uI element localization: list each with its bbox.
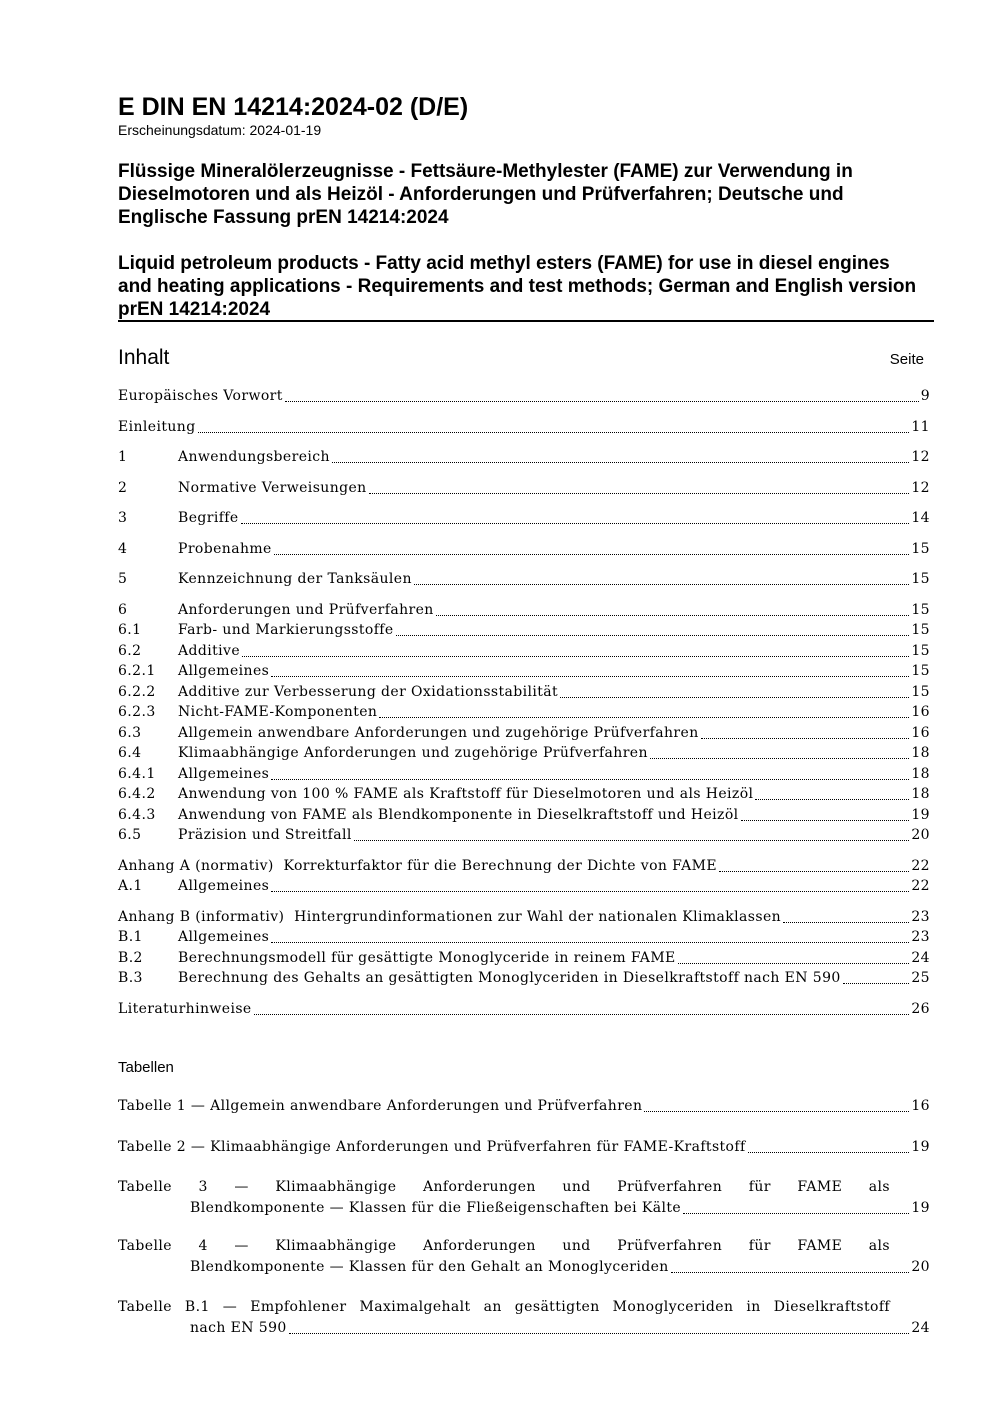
toc-entry-text: Allgemeines bbox=[178, 929, 270, 945]
leader-dots bbox=[683, 1213, 909, 1214]
toc-entry-number: 6.1 bbox=[118, 622, 142, 638]
toc-entry-6-4[interactable] bbox=[118, 743, 930, 764]
title-english: Liquid petroleum products - Fatty acid methyl esters (FAME) for use in diesel engines and heating applications - Requirements and test methods; German and English version prEN 14214:2024 bbox=[118, 253, 917, 320]
toc-entry-5[interactable] bbox=[118, 569, 930, 590]
leader-dots bbox=[241, 523, 910, 524]
toc-entry-number: 6.4.2 bbox=[118, 786, 156, 802]
toc-entry-6-5[interactable] bbox=[118, 825, 930, 846]
table-entry-page: 19 bbox=[911, 1139, 930, 1155]
toc-entry-page: 9 bbox=[920, 388, 930, 404]
table-entry-page: 24 bbox=[911, 1320, 930, 1336]
leader-dots bbox=[332, 462, 909, 463]
toc-entry-number: 6.2.1 bbox=[118, 663, 156, 679]
toc-entry-6-2-1[interactable] bbox=[118, 661, 930, 682]
toc-entry-number: 6.2.3 bbox=[118, 704, 156, 720]
toc-entry-number: 1 bbox=[118, 449, 128, 465]
toc-entry-text: Farb- und Markierungsstoffe bbox=[178, 622, 394, 638]
toc-entry-page: 14 bbox=[911, 510, 930, 526]
toc-entry-text: Berechnung des Gehalts an gesättigten Monoglyceriden in Dieselkraftstoff nach EN 590 bbox=[178, 970, 841, 986]
toc-entry-page: 16 bbox=[911, 704, 930, 720]
document-id: E DIN EN 14214:2024-02 (D/E) bbox=[118, 93, 469, 121]
leader-dots bbox=[242, 656, 909, 657]
toc-entry-literatur[interactable] bbox=[118, 999, 930, 1020]
toc-entry-number: 6.2.2 bbox=[118, 684, 156, 700]
toc-entry-text: Anwendung von FAME als Blendkomponente in Dieselkraftstoff und Heizöl bbox=[178, 807, 739, 823]
leader-dots bbox=[271, 779, 909, 780]
toc-entry-page: 25 bbox=[911, 970, 930, 986]
toc-entry-page: 12 bbox=[911, 449, 930, 465]
table-entry-4[interactable] bbox=[118, 1236, 930, 1278]
table-entry-line2-row bbox=[118, 1318, 930, 1339]
table-entry-line2: Blendkomponente — Klassen für die Fließeigenschaften bei Kälte bbox=[190, 1200, 682, 1216]
toc-entry-3[interactable] bbox=[118, 508, 930, 529]
toc-entry-page: 15 bbox=[911, 602, 930, 618]
toc-entry-4[interactable] bbox=[118, 539, 930, 560]
toc-entry-page: 20 bbox=[911, 827, 930, 843]
toc-entry-number: B.1 bbox=[118, 929, 143, 945]
leader-dots bbox=[436, 615, 910, 616]
leader-dots bbox=[650, 758, 909, 759]
toc-entry-number: 4 bbox=[118, 541, 128, 557]
toc-entry-anhang-a[interactable] bbox=[118, 856, 930, 877]
toc-entry-number: 6.5 bbox=[118, 827, 142, 843]
leader-dots bbox=[396, 635, 910, 636]
toc-entry-page: 22 bbox=[911, 878, 930, 894]
leader-dots bbox=[701, 738, 910, 739]
table-entry-line1: Tabelle B.1 — Empfohlener Maximalgehalt an gesättigten Monoglyceriden in Dieselkraftstoff bbox=[118, 1299, 890, 1315]
toc-entry-text: Anwendung von 100 % FAME als Kraftstoff für Dieselmotoren und als Heizöl bbox=[178, 786, 754, 802]
toc-entry-text: Begriffe bbox=[178, 510, 239, 526]
leader-dots bbox=[755, 799, 909, 800]
toc-entry-page: 15 bbox=[911, 643, 930, 659]
table-entry-2[interactable] bbox=[118, 1137, 930, 1158]
toc-entry-number: 6.2 bbox=[118, 643, 142, 659]
toc-entry-page: 15 bbox=[911, 571, 930, 587]
toc-entry-page: 24 bbox=[911, 950, 930, 966]
toc-entry-number: 6 bbox=[118, 602, 128, 618]
toc-entry-text: Allgemeines bbox=[178, 878, 270, 894]
toc-entry-text: Anhang B (informativ) Hintergrundinformationen zur Wahl der nationalen Klimaklassen bbox=[118, 909, 782, 925]
toc-entry-page: 23 bbox=[911, 909, 930, 925]
toc-entry-text: Einleitung bbox=[118, 419, 196, 435]
toc-entry-6-3[interactable] bbox=[118, 723, 930, 744]
toc-entry-page: 12 bbox=[911, 480, 930, 496]
leader-dots bbox=[198, 432, 910, 433]
toc-entry-page: 22 bbox=[911, 858, 930, 874]
toc-entry-text: Anwendungsbereich bbox=[178, 449, 330, 465]
toc-entry-1[interactable] bbox=[118, 447, 930, 468]
toc-entry-text: Kennzeichnung der Tanksäulen bbox=[178, 571, 412, 587]
toc-entry-text: Additive bbox=[178, 643, 241, 659]
toc-entry-page: 23 bbox=[911, 929, 930, 945]
toc-entry-page: 18 bbox=[911, 745, 930, 761]
toc-entry-page: 15 bbox=[911, 684, 930, 700]
toc-entry-6-2-3[interactable] bbox=[118, 702, 930, 723]
toc-entry-text: Probenahme bbox=[178, 541, 272, 557]
toc-entry-6-4-3[interactable] bbox=[118, 805, 930, 826]
leader-dots bbox=[354, 840, 910, 841]
table-entry-3[interactable] bbox=[118, 1177, 930, 1219]
toc-entry-einleitung[interactable] bbox=[118, 417, 930, 438]
toc-entry-6-2[interactable] bbox=[118, 641, 930, 662]
toc-entry-6-1[interactable] bbox=[118, 620, 930, 641]
leader-dots bbox=[289, 1333, 910, 1334]
toc-entry-number: 6.4.1 bbox=[118, 766, 156, 782]
leader-dots bbox=[741, 820, 910, 821]
toc-entry-number: 3 bbox=[118, 510, 128, 526]
toc-entry-b-3[interactable] bbox=[118, 968, 930, 989]
leader-dots bbox=[254, 1014, 910, 1015]
title-german: Flüssige Mineralölerzeugnisse - Fettsäure-Methylester (FAME) zur Verwendung in Dieselmotoren und als Heizöl - Anforderungen und Prüfverfahren; Deutsche und Englische Fassung prEN 14214:2024 bbox=[118, 161, 853, 228]
leader-dots bbox=[379, 717, 909, 718]
toc-entry-number: B.2 bbox=[118, 950, 143, 966]
table-entry-line2-row bbox=[118, 1198, 930, 1219]
toc-entry-b-2[interactable] bbox=[118, 948, 930, 969]
toc-entry-6[interactable] bbox=[118, 600, 930, 621]
toc-entry-text: Berechnungsmodell für gesättigte Monoglyceride in reinem FAME bbox=[178, 950, 676, 966]
leader-dots bbox=[369, 493, 910, 494]
toc-entry-6-4-1[interactable] bbox=[118, 764, 930, 785]
toc-entry-text: Allgemein anwendbare Anforderungen und zugehörige Prüfverfahren bbox=[178, 725, 699, 741]
toc-entry-page: 18 bbox=[911, 766, 930, 782]
toc-entry-b-1[interactable] bbox=[118, 927, 930, 948]
leader-dots bbox=[678, 963, 910, 964]
toc-entry-2[interactable] bbox=[118, 478, 930, 499]
toc-entry-page: 18 bbox=[911, 786, 930, 802]
toc-entry-number: 6.3 bbox=[118, 725, 142, 741]
tables-heading: Tabellen bbox=[118, 1059, 174, 1076]
leader-dots bbox=[719, 871, 909, 872]
leader-dots bbox=[748, 1152, 910, 1153]
table-entry-b-1[interactable] bbox=[118, 1297, 930, 1339]
leader-dots bbox=[274, 554, 910, 555]
toc-entry-6-4-2[interactable] bbox=[118, 784, 930, 805]
leader-dots bbox=[271, 942, 909, 943]
table-entry-line2-row bbox=[118, 1257, 930, 1278]
toc-entry-text: Allgemeines bbox=[178, 663, 270, 679]
toc-heading: Inhalt bbox=[118, 346, 170, 369]
toc-entry-text: Literaturhinweise bbox=[118, 1001, 252, 1017]
table-entry-text: Tabelle 2 — Klimaabhängige Anforderungen und Prüfverfahren für FAME-Kraftstoff bbox=[118, 1139, 746, 1155]
leader-dots bbox=[560, 697, 909, 698]
table-entry-line1: Tabelle 3 — Klimaabhängige Anforderungen und Prüfverfahren für FAME als bbox=[118, 1179, 890, 1195]
toc-entry-number: 5 bbox=[118, 571, 128, 587]
toc-entry-page: 15 bbox=[911, 622, 930, 638]
leader-dots bbox=[414, 584, 910, 585]
toc-entry-text: Anforderungen und Prüfverfahren bbox=[178, 602, 434, 618]
toc-page-label: Seite bbox=[889, 351, 924, 368]
toc-entry-text: Allgemeines bbox=[178, 766, 270, 782]
toc-entry-vorwort[interactable] bbox=[118, 386, 930, 407]
leader-dots bbox=[285, 401, 919, 402]
toc-entry-number: A.1 bbox=[118, 878, 143, 894]
toc-entry-page: 16 bbox=[911, 725, 930, 741]
toc-entry-text: Additive zur Verbesserung der Oxidationsstabilität bbox=[178, 684, 559, 700]
toc-entry-text: Europäisches Vorwort bbox=[118, 388, 283, 404]
publication-date: Erscheinungsdatum: 2024-01-19 bbox=[118, 122, 322, 138]
leader-dots bbox=[644, 1111, 909, 1112]
table-entry-line2: nach EN 590 bbox=[190, 1320, 287, 1336]
table-entry-line2: Blendkomponente — Klassen für den Gehalt an Monoglyceriden bbox=[190, 1259, 669, 1275]
table-entry-page: 20 bbox=[911, 1259, 930, 1275]
toc-entry-text: Klimaabhängige Anforderungen und zugehörige Prüfverfahren bbox=[178, 745, 648, 761]
toc-entry-page: 15 bbox=[911, 541, 930, 557]
toc-entry-text: Anhang A (normativ) Korrekturfaktor für die Berechnung der Dichte von FAME bbox=[118, 858, 717, 874]
toc-entry-anhang-b[interactable] bbox=[118, 907, 930, 928]
table-entry-page: 16 bbox=[911, 1098, 930, 1114]
table-entry-page: 19 bbox=[911, 1200, 930, 1216]
toc-entry-number: 6.4 bbox=[118, 745, 142, 761]
toc-entry-number: 2 bbox=[118, 480, 128, 496]
toc-entry-a-1[interactable] bbox=[118, 876, 930, 897]
table-entry-line1: Tabelle 4 — Klimaabhängige Anforderungen und Prüfverfahren für FAME als bbox=[118, 1238, 890, 1254]
toc-entry-page: 15 bbox=[911, 663, 930, 679]
toc-entry-number: 6.4.3 bbox=[118, 807, 156, 823]
leader-dots bbox=[271, 891, 909, 892]
leader-dots bbox=[271, 676, 909, 677]
toc-entry-text: Nicht-FAME-Komponenten bbox=[178, 704, 378, 720]
toc-entry-6-2-2[interactable] bbox=[118, 682, 930, 703]
toc-entry-page: 26 bbox=[911, 1001, 930, 1017]
toc-entry-text: Präzision und Streitfall bbox=[178, 827, 352, 843]
table-entry-text: Tabelle 1 — Allgemein anwendbare Anforderungen und Prüfverfahren bbox=[118, 1098, 643, 1114]
toc-entry-page: 11 bbox=[911, 419, 930, 435]
table-entry-1[interactable] bbox=[118, 1096, 930, 1117]
leader-dots bbox=[843, 983, 910, 984]
leader-dots bbox=[783, 922, 909, 923]
leader-dots bbox=[671, 1272, 910, 1273]
toc-entry-text: Normative Verweisungen bbox=[178, 480, 367, 496]
toc-entry-number: B.3 bbox=[118, 970, 143, 986]
title-divider bbox=[118, 320, 934, 322]
toc-entry-page: 19 bbox=[911, 807, 930, 823]
